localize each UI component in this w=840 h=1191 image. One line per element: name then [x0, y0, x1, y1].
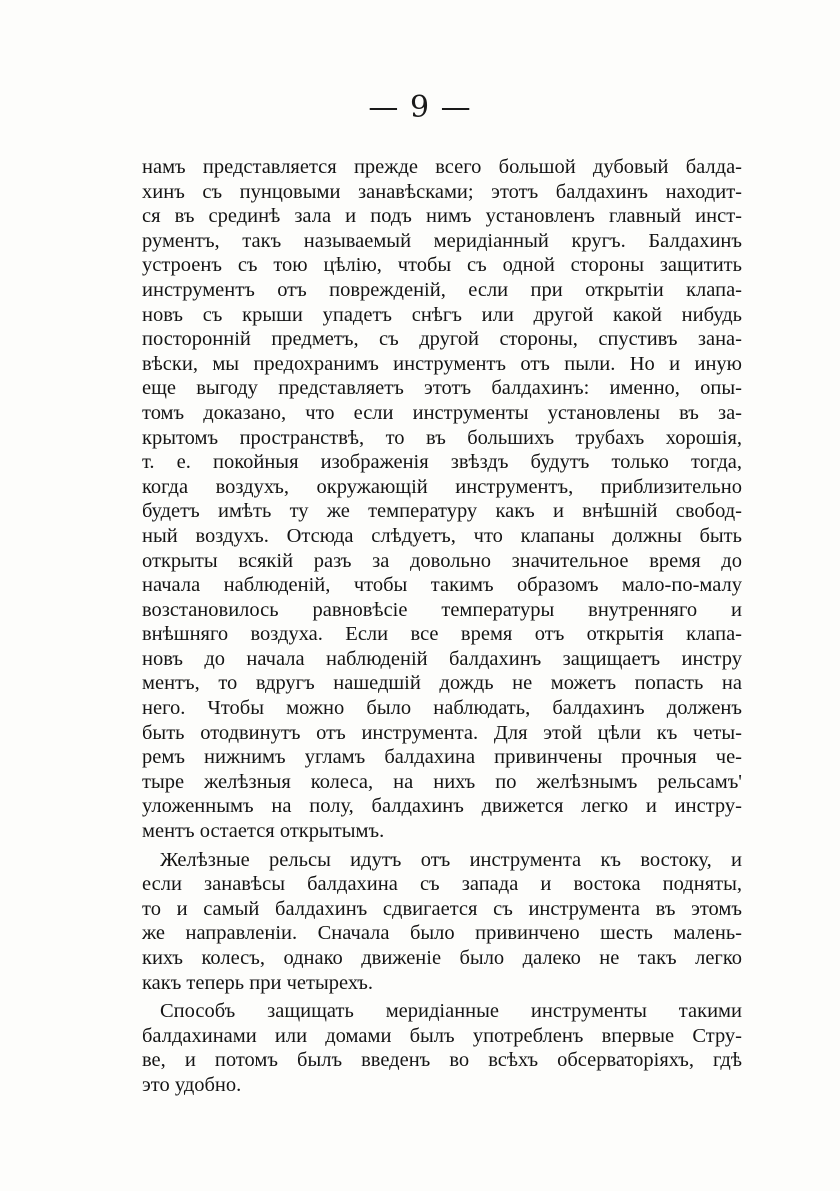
text-line: т. е. покойныя изображенія звѣздъ будутъ только тогда, [142, 451, 742, 474]
paragraph-3 [142, 999, 742, 1097]
text-line: кихъ колесъ, однако движеніе было далеко не такъ легко [142, 947, 742, 969]
text-line: открыты всякій разъ за довольно значительное время до [142, 549, 742, 572]
text-line: если занавѣсы балдахина съ запада и востока подняты, [142, 873, 742, 896]
text-line: устроенъ съ тою цѣлію, чтобы съ одной стороны защитить [142, 254, 742, 277]
text-line: ве, и потомъ былъ введенъ во всѣхъ обсерваторіяхъ, гдѣ [142, 1049, 742, 1072]
text-line: рументъ, такъ называемый меридіанный кругъ. Балдахинъ [142, 229, 742, 252]
text-line: тыре желѣзныя колеса, на нихъ по желѣзнымъ рельсамъ' [142, 770, 742, 793]
text-line: еще выгоду представляетъ этотъ балдахинъ: именно, опы- [142, 377, 742, 400]
text-line: балдахинами или домами былъ употребленъ впервые Стру- [142, 1024, 742, 1047]
text-line: ментъ, то вдругъ нашедшій дождь не можетъ попасть на [142, 672, 742, 695]
text-line: намъ представляется прежде всего большой дубовый балда- [142, 156, 742, 178]
text-line: ментъ остается открытымъ. [142, 820, 385, 843]
text-line: это удобно. [142, 1073, 242, 1096]
text-line: когда воздухъ, окружающій инструментъ, приблизительно [142, 475, 742, 498]
body-text [142, 155, 742, 1098]
page-number: — 9 — [368, 90, 472, 125]
text-line: ремъ нижнимъ угламъ балдахина привинчены прочныя че- [142, 746, 742, 769]
text-line: Желѣзные рельсы идутъ отъ инструмента къ востоку, и [160, 848, 742, 871]
text-line: томъ доказано, что если инструменты установлены въ за- [142, 401, 742, 424]
text-line: него. Чтобы можно было наблюдать, балдахинъ долженъ [142, 697, 742, 720]
paragraph-2 [142, 848, 742, 996]
text-line: хинъ съ пунцовыми занавѣсками; этотъ балдахинъ находит- [142, 180, 742, 203]
text-line: уложеннымъ на полу, балдахинъ движется легко и инстру- [142, 795, 742, 818]
text-line: Способъ защищать меридіанные инструменты такими [160, 1000, 742, 1023]
text-line: посторонній предметъ, съ другой стороны, спустивъ зана- [142, 328, 742, 351]
text-line: вѣски, мы предохранимъ инструментъ отъ пыли. Но и иную [142, 352, 742, 375]
text-line: новъ съ крыши упадетъ снѣгъ или другой какой нибудь [142, 303, 742, 326]
text-line: быть отодвинутъ отъ инструмента. Для этой цѣли къ четы- [142, 721, 742, 744]
text-line: то и самый балдахинъ сдвигается съ инструмента въ этомъ [142, 897, 742, 920]
text-line: крытомъ пространствѣ, то въ большихъ трубахъ хорошія, [142, 426, 742, 449]
text-line: инструментъ отъ поврежденій, если при открытіи клапа- [142, 278, 742, 301]
paragraph-1 [142, 155, 742, 844]
text-line: какъ теперь при четырехъ. [142, 971, 374, 994]
text-line: внѣшняго воздуха. Если все время отъ открытія клапа- [142, 623, 742, 646]
text-line: ся въ срединѣ зала и подъ нимъ установленъ главный инст- [142, 205, 742, 228]
text-line: ный воздухъ. Отсюда слѣдуетъ, что клапаны должны быть [142, 524, 742, 547]
text-line: будетъ имѣть ту же температуру какъ и внѣшній свобод- [142, 500, 742, 523]
text-line: начала наблюденій, чтобы такимъ образомъ мало-по-малу [142, 574, 742, 597]
text-line: же направленіи. Сначала было привинчено шесть малень- [142, 922, 742, 945]
text-line: возстановилось равновѣсіе температуры внутренняго и [142, 598, 742, 621]
text-line: новъ до начала наблюденій балдахинъ защищаетъ инстру [142, 647, 742, 670]
